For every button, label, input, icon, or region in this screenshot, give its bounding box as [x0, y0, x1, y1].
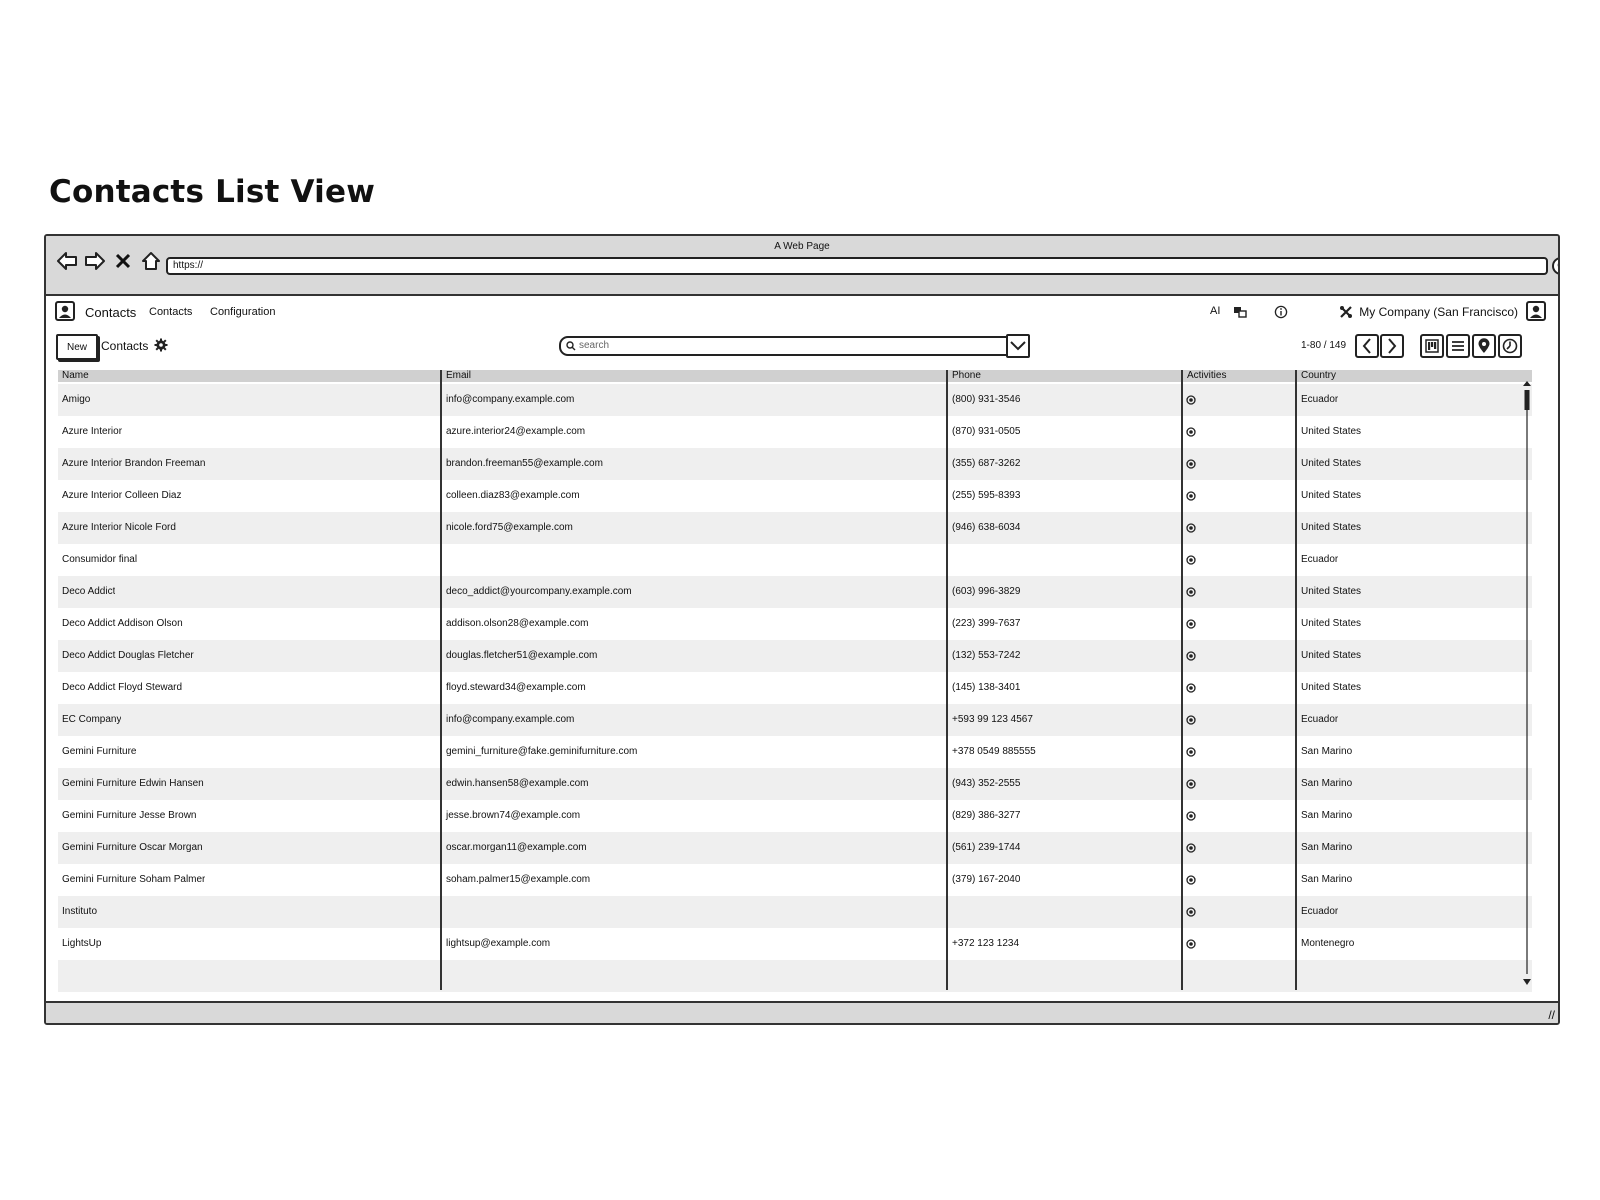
cell-name: Deco Addict Douglas Fletcher: [62, 650, 194, 661]
stop-icon[interactable]: [112, 250, 134, 272]
cell-country: United States: [1301, 650, 1362, 661]
table-row[interactable]: [58, 608, 1532, 640]
map-pin-icon: [1477, 338, 1491, 354]
table-row-empty: [58, 960, 1532, 992]
column-header-activities[interactable]: Activities: [1187, 370, 1227, 381]
app-topbar: [54, 296, 1550, 330]
cell-name: Azure Interior Brandon Freeman: [62, 458, 206, 469]
cell-phone: (379) 167-2040: [952, 874, 1021, 885]
table-row[interactable]: [58, 448, 1532, 480]
kanban-view-button[interactable]: [1420, 334, 1444, 358]
cell-email: edwin.hansen58@example.com: [446, 778, 589, 789]
cell-name: Azure Interior Colleen Diaz: [62, 490, 182, 501]
address-bar[interactable]: https://: [166, 257, 1548, 275]
activity-status-icon[interactable]: [1186, 811, 1196, 821]
cell-country: San Marino: [1301, 842, 1353, 853]
activity-status-icon[interactable]: [1186, 747, 1196, 757]
activity-status-icon[interactable]: [1186, 939, 1196, 949]
cell-country: Ecuador: [1301, 714, 1339, 725]
cell-name: Amigo: [62, 394, 91, 405]
list-control-bar: [56, 332, 1548, 364]
cell-phone: (355) 687-3262: [952, 458, 1021, 469]
table-row[interactable]: [58, 800, 1532, 832]
cell-email: douglas.fletcher51@example.com: [446, 650, 598, 661]
activity-status-icon[interactable]: [1186, 555, 1196, 565]
cell-name: Deco Addict: [62, 586, 116, 597]
table-row[interactable]: [58, 832, 1532, 864]
cell-country: United States: [1301, 586, 1362, 597]
pager-value[interactable]: 1-80 / 149: [1301, 340, 1347, 351]
menu-item-contacts[interactable]: Contacts: [149, 306, 193, 318]
cell-name: Deco Addict Floyd Steward: [62, 682, 183, 693]
translate-icon[interactable]: [1233, 306, 1247, 318]
table-row[interactable]: [58, 640, 1532, 672]
activity-status-icon[interactable]: [1186, 907, 1196, 917]
table-row[interactable]: [58, 736, 1532, 768]
new-button[interactable]: New: [56, 334, 98, 360]
info-icon[interactable]: [1274, 305, 1288, 319]
breadcrumb: Contacts: [101, 339, 149, 353]
company-name: My Company (San Francisco): [1359, 305, 1518, 319]
cell-phone: (561) 239-1744: [952, 842, 1021, 853]
cell-country: San Marino: [1301, 778, 1353, 789]
cell-email: floyd.steward34@example.com: [446, 682, 586, 693]
company-switcher[interactable]: [1339, 305, 1518, 319]
chevron-right-icon: [1387, 338, 1397, 354]
column-header-country[interactable]: Country: [1301, 370, 1337, 381]
table-row[interactable]: [58, 416, 1532, 448]
cell-name: Gemini Furniture: [62, 746, 137, 757]
table-row[interactable]: [58, 704, 1532, 736]
kanban-icon: [1425, 339, 1439, 353]
cell-email: info@company.example.com: [446, 394, 575, 405]
home-icon[interactable]: [140, 250, 162, 272]
cell-email: deco_addict@yourcompany.example.com: [446, 586, 632, 597]
tools-icon: [1339, 305, 1353, 319]
chevron-down-icon: [1010, 341, 1026, 351]
cell-name: LightsUp: [62, 938, 102, 949]
search-icon: [1557, 260, 1560, 272]
activity-status-icon[interactable]: [1186, 395, 1196, 405]
cell-name: Azure Interior Nicole Ford: [62, 522, 176, 533]
cell-phone: (943) 352-2555: [952, 778, 1021, 789]
cell-name: Gemini Furniture Oscar Morgan: [62, 842, 203, 853]
table-row[interactable]: [58, 864, 1532, 896]
cell-email: addison.olson28@example.com: [446, 618, 589, 629]
cell-name: Azure Interior: [62, 426, 123, 437]
cell-name: Consumidor final: [62, 554, 138, 565]
cell-email: info@company.example.com: [446, 714, 575, 725]
cell-email: azure.interior24@example.com: [446, 426, 586, 437]
clock-icon: [1502, 338, 1518, 354]
cell-email: jesse.brown74@example.com: [446, 810, 581, 821]
cell-email: brandon.freeman55@example.com: [446, 458, 603, 469]
cell-phone: (145) 138-3401: [952, 682, 1021, 693]
cell-phone: +593 99 123 4567: [952, 714, 1033, 725]
list-icon: [1451, 339, 1465, 353]
cell-country: Ecuador: [1301, 906, 1339, 917]
activity-status-icon[interactable]: [1186, 619, 1196, 629]
activity-status-icon[interactable]: [1186, 491, 1196, 501]
menu-item-configuration[interactable]: Configuration: [210, 306, 276, 318]
window-title: A Web Page: [774, 241, 830, 252]
column-divider[interactable]: [946, 370, 948, 990]
map-view-button[interactable]: [1472, 334, 1496, 358]
cell-country: United States: [1301, 458, 1362, 469]
activity-status-icon[interactable]: [1186, 875, 1196, 885]
table-row[interactable]: [58, 480, 1532, 512]
cell-country: United States: [1301, 522, 1362, 533]
column-header-phone[interactable]: Phone: [952, 370, 981, 381]
cell-phone: (132) 553-7242: [952, 650, 1021, 661]
contacts-table: [58, 370, 1532, 990]
cell-name: Gemini Furniture Edwin Hansen: [62, 778, 204, 789]
cell-phone: (255) 595-8393: [952, 490, 1021, 501]
column-header-name[interactable]: Name: [62, 370, 89, 381]
cell-email: colleen.diaz83@example.com: [446, 490, 580, 501]
table-row[interactable]: [58, 384, 1532, 416]
cell-phone: (870) 931-0505: [952, 426, 1021, 437]
column-header-email[interactable]: Email: [446, 370, 472, 381]
cell-country: Montenegro: [1301, 938, 1355, 949]
table-row[interactable]: [58, 576, 1532, 608]
gear-icon[interactable]: [154, 338, 168, 352]
cell-name: Gemini Furniture Soham Palmer: [62, 874, 206, 885]
vertical-scrollbar[interactable]: [1522, 380, 1532, 986]
cell-country: San Marino: [1301, 810, 1353, 821]
table-row[interactable]: [58, 544, 1532, 576]
previous-page-button[interactable]: [1355, 334, 1379, 358]
next-page-button[interactable]: [1380, 334, 1404, 358]
cell-name: Instituto: [62, 906, 98, 917]
browser-status-bar: [46, 1001, 1558, 1023]
cell-email: oscar.morgan11@example.com: [446, 842, 587, 853]
cell-phone: +378 0549 885555: [952, 746, 1036, 757]
table-row[interactable]: [58, 928, 1532, 960]
list-view-button[interactable]: [1446, 334, 1470, 358]
back-icon[interactable]: [56, 250, 78, 272]
column-divider[interactable]: [1181, 370, 1183, 990]
activity-status-icon[interactable]: [1186, 683, 1196, 693]
contacts-app-icon[interactable]: [55, 301, 75, 321]
activity-status-icon[interactable]: [1186, 427, 1196, 437]
user-avatar-icon[interactable]: [1526, 301, 1546, 321]
cell-country: San Marino: [1301, 746, 1353, 757]
cell-country: Ecuador: [1301, 554, 1339, 565]
cell-email: lightsup@example.com: [446, 938, 551, 949]
forward-icon[interactable]: [84, 250, 106, 272]
browser-chrome: [46, 236, 1558, 296]
cell-country: United States: [1301, 490, 1362, 501]
browser-nav: [56, 250, 162, 272]
activity-status-icon[interactable]: [1186, 779, 1196, 789]
cell-phone: (946) 638-6034: [952, 522, 1021, 533]
browser-window: [44, 234, 1560, 1025]
cell-phone: (603) 996-3829: [952, 586, 1021, 597]
cell-phone: +372 123 1234: [952, 938, 1020, 949]
browser-search-field[interactable]: [1552, 257, 1560, 275]
activity-status-icon[interactable]: [1186, 843, 1196, 853]
activity-status-icon[interactable]: [1186, 459, 1196, 469]
table-row[interactable]: [58, 512, 1532, 544]
column-divider[interactable]: [1295, 370, 1297, 990]
activity-status-icon[interactable]: [1186, 715, 1196, 725]
cell-phone: (223) 399-7637: [952, 618, 1021, 629]
resize-grip-icon[interactable]: //: [1548, 1008, 1555, 1022]
search-options-toggle[interactable]: [1006, 334, 1030, 358]
ai-button[interactable]: AI: [1210, 305, 1221, 317]
cell-email: soham.palmer15@example.com: [446, 874, 591, 885]
column-divider[interactable]: [440, 370, 442, 990]
cell-name: Deco Addict Addison Olson: [62, 618, 183, 629]
table-row[interactable]: [58, 672, 1532, 704]
cell-phone: (800) 931-3546: [952, 394, 1021, 405]
cell-name: Gemini Furniture Jesse Brown: [62, 810, 197, 821]
search-placeholder: search: [579, 340, 610, 351]
cell-country: Ecuador: [1301, 394, 1339, 405]
search-icon: [566, 341, 576, 351]
table-row[interactable]: [58, 768, 1532, 800]
cell-country: United States: [1301, 426, 1362, 437]
cell-phone: (829) 386-3277: [952, 810, 1021, 821]
cell-email: nicole.ford75@example.com: [446, 522, 573, 533]
activity-status-icon[interactable]: [1186, 587, 1196, 597]
page-title: Contacts List View: [49, 174, 376, 210]
activity-view-button[interactable]: [1498, 334, 1522, 358]
cell-country: United States: [1301, 618, 1362, 629]
activity-status-icon[interactable]: [1186, 651, 1196, 661]
activity-status-icon[interactable]: [1186, 523, 1196, 533]
app-name[interactable]: Contacts: [85, 305, 137, 320]
table-row[interactable]: [58, 896, 1532, 928]
table-header: [58, 370, 1532, 382]
cell-email: gemini_furniture@fake.geminifurniture.com: [446, 746, 638, 757]
chevron-left-icon: [1362, 338, 1372, 354]
cell-country: San Marino: [1301, 874, 1353, 885]
search-input[interactable]: [559, 336, 1017, 356]
cell-country: United States: [1301, 682, 1362, 693]
cell-name: EC Company: [62, 714, 122, 725]
